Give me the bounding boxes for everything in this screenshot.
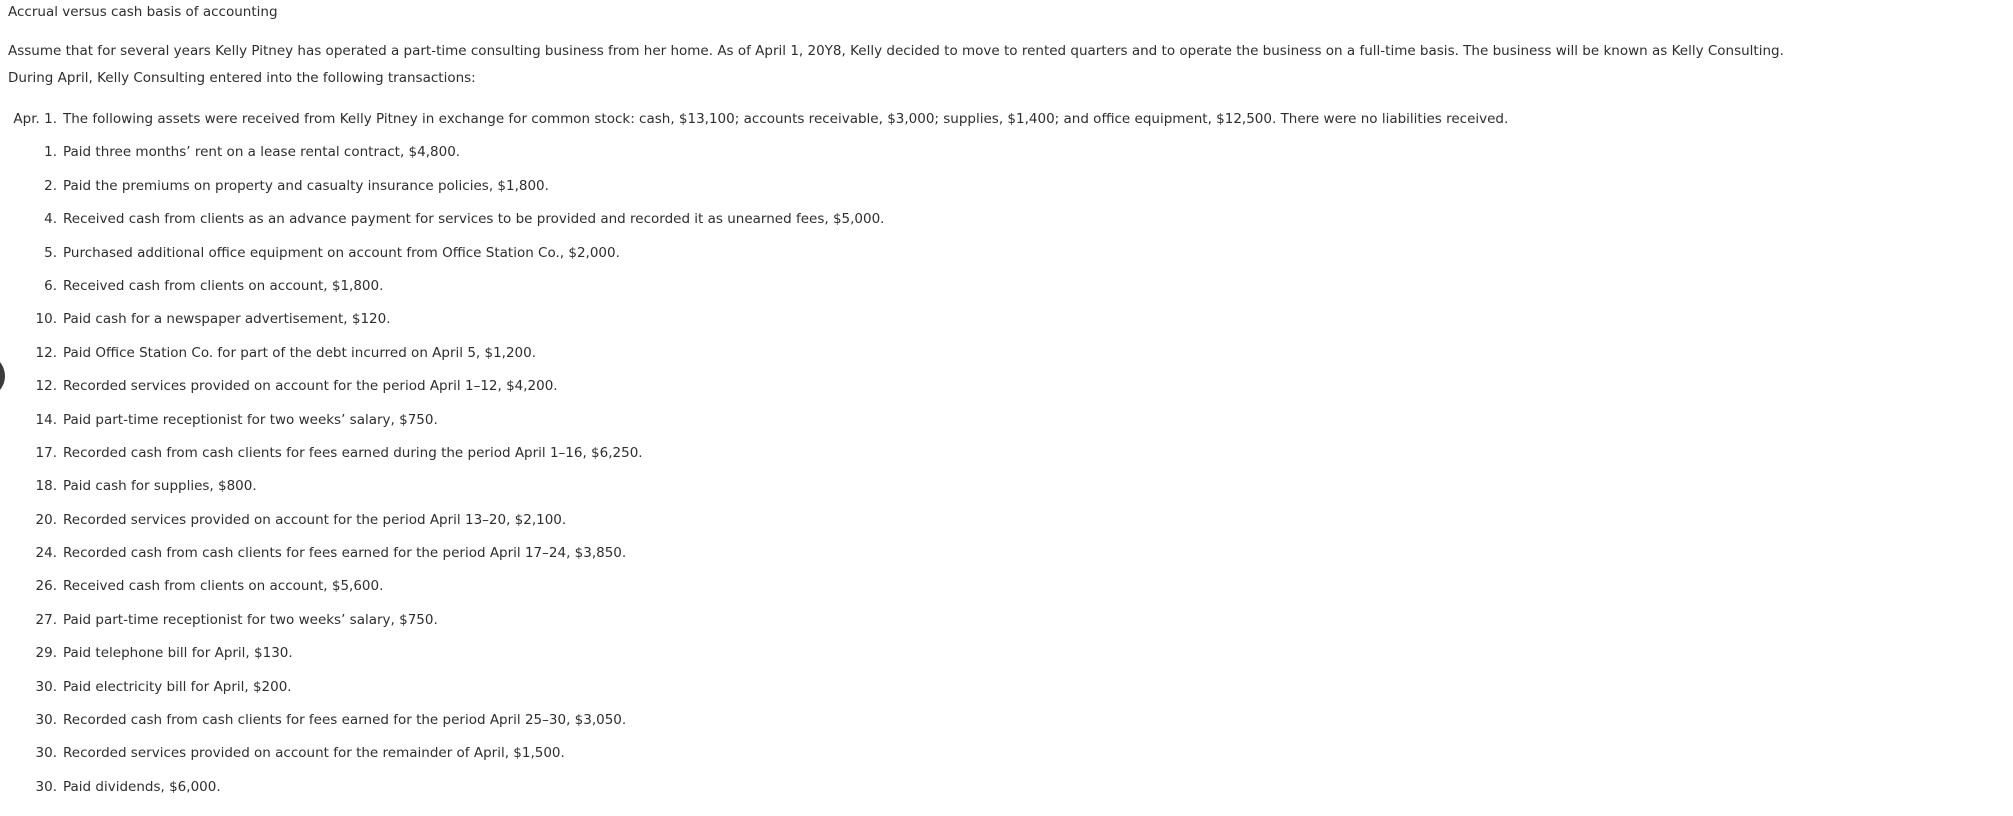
transaction-description: Received cash from clients as an advance payment for services to be provided and recorded it as unearned fees, $5,000. — [63, 211, 885, 228]
transaction-date-label: 1. — [44, 144, 57, 161]
transaction-description: Recorded services provided on account for the period April 13–20, $2,100. — [63, 511, 567, 528]
page-title: Accrual versus cash basis of accounting — [8, 4, 278, 20]
transaction-row — [8, 771, 2013, 804]
transaction-date-label: 14. — [35, 411, 57, 428]
transaction-row — [8, 103, 2013, 136]
transaction-row — [8, 237, 2013, 270]
transaction-description: Recorded services provided on account for the remainder of April, $1,500. — [63, 745, 565, 762]
transaction-description: Paid three months’ rent on a lease rental contract, $4,800. — [63, 144, 461, 161]
transaction-date-label: 12. — [35, 378, 57, 395]
transaction-row — [8, 203, 2013, 236]
transaction-date-label: 6. — [44, 277, 57, 294]
transaction-date-label: 2. — [44, 177, 57, 194]
transaction-description: Recorded services provided on account for the period April 1–12, $4,200. — [63, 378, 558, 395]
intro-line-1: Assume that for several years Kelly Pitney has operated a part-time consulting business from her home. As of April 1, 20Y8, Kelly decided to move to rented quarters and to operate the business on a full-time basis. The business will be known as Kelly Consulting. — [8, 43, 1784, 59]
transaction-description: Paid cash for supplies, $800. — [63, 478, 257, 495]
transaction-row — [8, 537, 2013, 570]
transaction-description: Purchased additional office equipment on account from Office Station Co., $2,000. — [63, 244, 620, 261]
transaction-description: Paid part-time receptionist for two weeks’ salary, $750. — [63, 611, 438, 628]
transaction-date-label: 20. — [35, 511, 57, 528]
transaction-date-label: 4. — [44, 211, 57, 228]
intro-paragraph — [8, 38, 2005, 92]
transaction-description: Recorded cash from cash clients for fees earned for the period April 25–30, $3,050. — [63, 712, 627, 729]
transaction-row — [8, 437, 2013, 470]
transaction-description: Paid Office Station Co. for part of the debt incurred on April 5, $1,200. — [63, 344, 537, 361]
transaction-description: The following assets were received from Kelly Pitney in exchange for common stock: cash, $13,100; accounts receivable, $3,000; supplies, $1,400; and office equipment, $12,500. There were no liabilities received. — [63, 111, 1509, 127]
transaction-row — [8, 404, 2013, 437]
transaction-row — [8, 704, 2013, 737]
transaction-date-label: 30. — [35, 712, 57, 729]
transaction-row — [8, 604, 2013, 637]
transaction-description: Received cash from clients on account, $5,600. — [63, 578, 384, 595]
transaction-date-label: 27. — [35, 611, 57, 628]
transaction-row — [8, 270, 2013, 303]
transaction-row — [8, 504, 2013, 537]
transaction-description: Paid cash for a newspaper advertisement, $120. — [63, 311, 391, 328]
transaction-date-label: 30. — [35, 778, 57, 795]
intro-line-2: During April, Kelly Consulting entered into the following transactions: — [8, 70, 476, 86]
transaction-row — [8, 370, 2013, 403]
transaction-row — [8, 671, 2013, 704]
transaction-row — [8, 136, 2013, 169]
transaction-description: Recorded cash from cash clients for fees earned for the period April 17–24, $3,850. — [63, 545, 627, 562]
transaction-row — [8, 303, 2013, 336]
transaction-description: Received cash from clients on account, $1,800. — [63, 277, 384, 294]
transaction-row — [8, 470, 2013, 503]
transaction-row — [8, 637, 2013, 670]
transaction-date-label: Apr. 1. — [13, 111, 57, 127]
transaction-row — [8, 337, 2013, 370]
transaction-date-label: 29. — [35, 645, 57, 662]
transaction-date-label: 17. — [35, 444, 57, 461]
transaction-date-label: 24. — [35, 545, 57, 562]
transaction-date-label: 10. — [35, 311, 57, 328]
transaction-row — [8, 570, 2013, 603]
transaction-date-label: 12. — [35, 344, 57, 361]
transaction-description: Paid the premiums on property and casualty insurance policies, $1,800. — [63, 177, 549, 194]
transaction-row — [8, 170, 2013, 203]
transaction-date-label: 30. — [35, 745, 57, 762]
transaction-date-label: 30. — [35, 678, 57, 695]
transaction-date-label: 26. — [35, 578, 57, 595]
transaction-date-label: 5. — [44, 244, 57, 261]
transaction-description: Paid part-time receptionist for two weeks’ salary, $750. — [63, 411, 438, 428]
transactions-list — [0, 103, 2013, 804]
transaction-description: Recorded cash from cash clients for fees earned during the period April 1–16, $6,250. — [63, 444, 643, 461]
transaction-row — [8, 737, 2013, 770]
transaction-description: Paid electricity bill for April, $200. — [63, 678, 292, 695]
transaction-date-label: 18. — [35, 478, 57, 495]
transaction-description: Paid dividends, $6,000. — [63, 778, 221, 795]
transaction-description: Paid telephone bill for April, $130. — [63, 645, 293, 662]
